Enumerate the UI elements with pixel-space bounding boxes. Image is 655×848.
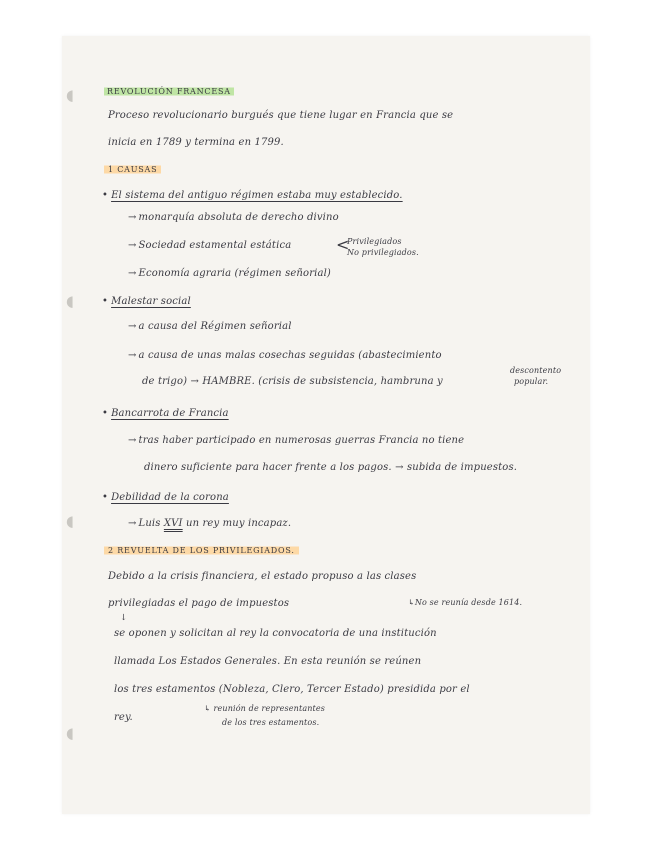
section-heading-causes-text: 1 CAUSAS [104,165,161,174]
cause-1-sub-3 [128,268,331,280]
binder-hole-icon: ◖ [66,86,74,104]
cause-4-sub-1-post: un rey muy incapaz. [185,518,292,529]
cause-1-sub-2-privileged: Privilegiados [347,237,402,246]
binder-hole-icon: ◖ [66,724,74,742]
cause-2-title-text: Malestar social [111,296,191,307]
arrow-icon: → [128,321,137,332]
intro-line-1: Proceso revolucionario burgués que tiene lugar en Francia que se [108,110,454,121]
cause-2-sub-2-cont: de trigo) → HAMBRE. (crisis de subsistencia, hambruna y [142,376,443,387]
cause-4-title-text: Debilidad de la corona [111,492,229,503]
cause-2-sub-2 [128,350,442,362]
bullet-icon: • [102,296,109,307]
cause-4-sub-1-pre: Luis [138,518,161,529]
cause-3-sub-1-text: tras haber participado en numerosas guerras Francia no tiene [138,435,465,446]
cause-2-note-b: popular. [514,377,549,386]
cause-3-sub-1 [128,435,464,447]
section-heading-revolt-text: 2 REVUELTA DE LOS PRIVILEGIADOS. [104,546,299,555]
cause-2-title [102,296,191,308]
cause-4-sub-1-num: XVI [163,518,183,529]
cause-3-sub-1-cont: dinero suficiente para hacer frente a los pagos. → subida de impuestos. [144,462,518,473]
bullet-icon: • [102,408,109,419]
cause-3-title-text: Bancarrota de Francia [111,408,229,419]
cause-2-sub-1-text: a causa del Régimen señorial [138,321,292,332]
revolt-line-6-note-a: ↳ reunión de representantes [204,704,326,713]
notebook-page [62,36,590,814]
cause-1-sub-1-text: monarquía absoluta de derecho divino [138,212,339,223]
bullet-icon: • [102,190,109,201]
cause-2-sub-2-text: a causa de unas malas cosechas seguidas (abastecimiento [138,350,442,361]
cause-4-title [102,492,229,504]
intro-line-2: inicia en 1789 y termina en 1799. [108,137,284,148]
section-heading-revolt [104,545,299,557]
revolt-line-5: los tres estamentos (Nobleza, Clero, Tercer Estado) presidida por el [114,684,470,695]
cause-2-sub-1 [128,321,292,333]
cause-1-title-text: El sistema del antiguo régimen estaba muy establecido. [111,190,403,201]
main-heading [104,86,234,98]
section-heading-causes [104,164,161,176]
cause-1-title [102,190,403,202]
cause-1-sub-2-unprivileged: No privilegiados. [347,248,419,257]
revolt-line-4: llamada Los Estados Generales. En esta reunión se reúnen [114,656,422,667]
cause-2-note-a: descontento [510,366,562,375]
revolt-line-6-note-b: de los tres estamentos. [222,718,320,727]
revolt-line-6: rey. [114,712,133,723]
arrow-icon: → [128,212,137,223]
cause-1-sub-2 [128,240,291,252]
arrow-icon: → [128,518,137,529]
brace-icon: < [336,235,350,254]
cause-1-sub-1 [128,212,339,224]
arrow-icon: → [128,435,137,446]
arrow-icon: → [128,350,137,361]
cause-3-title [102,408,229,420]
down-arrow-icon: ↓ [120,613,128,623]
cause-4-sub-1 [128,518,291,530]
cause-1-sub-3-text: Economía agraria (régimen señorial) [138,268,331,279]
cause-1-sub-2-text: Sociedad estamental estática [138,240,292,251]
bullet-icon: • [102,492,109,503]
arrow-icon: → [128,240,137,251]
binder-hole-icon: ◖ [66,292,74,310]
main-heading-text: REVOLUCIÓN FRANCESA [104,87,234,96]
revolt-line-2: privilegiadas el pago de impuestos [108,598,290,609]
revolt-line-1: Debido a la crisis financiera, el estado propuso a las clases [108,571,417,582]
revolt-line-3: se oponen y solicitan al rey la convocatoria de una institución [114,628,437,639]
binder-hole-icon: ◖ [66,512,74,530]
revolt-line-2-note: ↳No se reunía desde 1614. [408,598,523,607]
arrow-icon: → [128,268,137,279]
